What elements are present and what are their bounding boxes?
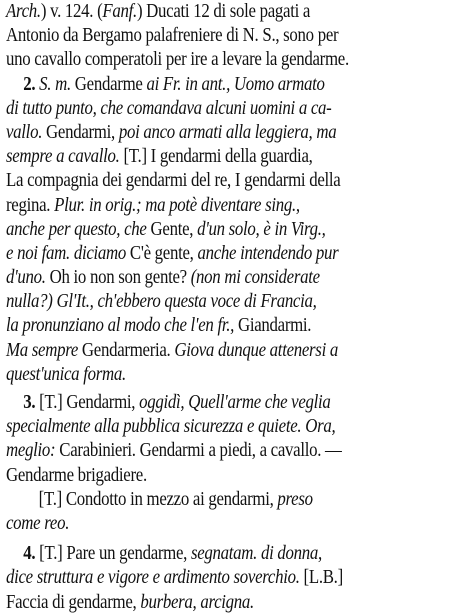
text-segment: [T.] Condotto in mezzo ai gendarmi, <box>38 488 278 510</box>
text-segment: ai Fr. in ant., Uomo armato <box>146 73 325 95</box>
text-segment: anche per questo, che <box>6 218 147 240</box>
text-segment: Gendarmeria. <box>78 339 175 361</box>
text-segment: ) Ducati 12 di sole pagati a <box>136 1 311 22</box>
text-line-20 <box>6 464 470 488</box>
text-line-5 <box>6 97 470 121</box>
text-segment: preso <box>277 488 313 510</box>
text-segment: Gente, <box>146 218 198 240</box>
text-line-4 <box>6 73 475 97</box>
text-segment: [T.] I gendarmi della guardia, <box>119 146 313 168</box>
text-segment: uno cavallo comperatoli per ire a levare la gendarme. <box>6 49 349 71</box>
text-segment: burbera, arcigna. <box>140 591 254 613</box>
text-line-25 <box>6 591 470 615</box>
text-segment: quest'unica forma. <box>6 363 126 385</box>
text-segment: ) v. 124. ( <box>40 1 103 22</box>
text-line-24 <box>6 566 470 590</box>
text-line-2 <box>6 24 470 48</box>
text-line-12 <box>6 266 470 290</box>
text-segment: [L.B.] <box>299 567 343 589</box>
text-line-22 <box>6 512 470 536</box>
text-segment: di tutto punto, che comandava alcuni uomini a ca- <box>6 97 332 119</box>
sense-number: 3. <box>23 392 40 413</box>
text-segment: come reo. <box>6 512 70 534</box>
text-line-23 <box>6 542 475 566</box>
text-segment: Ma sempre <box>6 339 79 361</box>
text-segment: (non mi considerate <box>190 267 320 289</box>
text-line-1 <box>6 0 470 24</box>
text-line-13 <box>6 290 470 314</box>
text-segment: S. m. <box>39 73 71 95</box>
text-line-9 <box>6 194 470 218</box>
text-line-3 <box>6 48 470 72</box>
text-segment: Fanf. <box>102 1 137 22</box>
text-line-6 <box>6 121 470 145</box>
sense-number: 2. <box>23 73 40 95</box>
text-line-15 <box>6 339 470 363</box>
text-segment: Arch. <box>6 1 41 22</box>
text-line-10 <box>6 218 470 242</box>
text-segment: Oh io non son gente? <box>45 267 191 289</box>
text-segment: sempre a cavallo. <box>6 146 120 168</box>
text-segment: e noi fam. diciamo <box>6 242 127 264</box>
text-segment: segnatam. di donna, <box>190 543 322 565</box>
text-segment: la pronunziano al modo che l'en fr., <box>6 315 235 337</box>
text-segment: [T.] Gendarmi, <box>39 392 140 413</box>
text-segment: Gendarme brigadiere. <box>6 464 147 486</box>
text-segment: Giandarmi. <box>234 315 312 337</box>
text-line-18 <box>6 415 470 439</box>
text-segment: nulla?) <box>6 291 53 313</box>
text-line-11 <box>6 242 470 266</box>
text-segment: Antonio da Bergamo palafreniere di N. S., sono per <box>6 25 339 47</box>
text-segment: d'un solo, è in Virg., <box>197 218 326 240</box>
text-segment: specialmente alla pubblica sicurezza e quiete. Ora, <box>6 416 336 438</box>
text-line-8 <box>6 169 470 193</box>
text-segment: Gl'It., ch'ebbero questa voce di Francia, <box>56 291 317 313</box>
text-line-17 <box>6 391 475 415</box>
text-segment: Gendarme <box>70 73 147 95</box>
sense-number: 4. <box>23 543 40 565</box>
text-segment: meglio: <box>6 440 56 462</box>
text-line-14 <box>6 314 470 338</box>
text-segment: anche intendendo pur <box>197 242 339 264</box>
text-line-19 <box>6 439 470 463</box>
text-segment: La compagnia dei gendarmi del re, I gendarmi della <box>6 170 341 192</box>
text-segment: d'uno. <box>6 267 46 289</box>
text-segment: poi anco armati alla leggiera, ma <box>118 121 337 143</box>
text-line-21 <box>6 488 475 512</box>
text-segment: C'è gente, <box>126 242 198 264</box>
text-segment: regina. <box>6 194 55 216</box>
text-segment: [T.] Pare un gendarme, <box>39 543 191 565</box>
text-segment: Gendarmi, <box>42 121 119 143</box>
dictionary-entry-gendarme <box>6 0 470 615</box>
text-segment: oggidì, Quell'arme che veglia <box>139 392 331 413</box>
text-segment: dice struttura e vigore e ardimento soverchio. <box>6 567 300 589</box>
text-segment: Carabinieri. Gendarmi a piedi, a cavallo. — <box>55 440 342 462</box>
text-segment: Plur. in orig.; ma potè diventare sing., <box>54 194 300 216</box>
text-segment: vallo. <box>6 121 43 143</box>
text-line-16 <box>6 363 470 387</box>
text-line-7 <box>6 145 470 169</box>
text-segment: Faccia di gendarme, <box>6 591 141 613</box>
text-segment: Giova dunque attenersi a <box>174 339 338 361</box>
